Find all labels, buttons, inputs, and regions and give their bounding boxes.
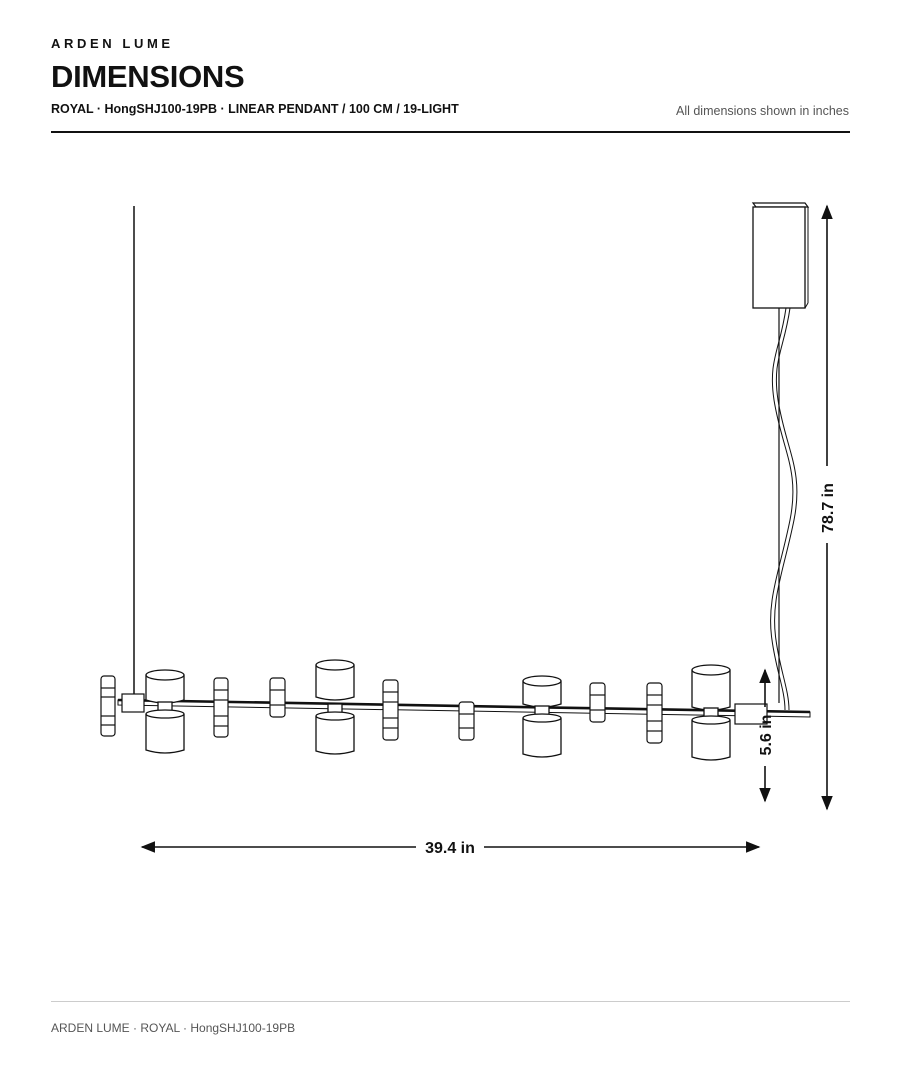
tube-light [383, 680, 398, 740]
ceiling-canopy [753, 203, 808, 308]
page-title: DIMENSIONS [51, 59, 245, 94]
cylinder-light [523, 676, 561, 757]
units-note: All dimensions shown in inches [675, 104, 849, 118]
tube-light [214, 678, 228, 737]
overall-height-dimension-label: 78.7 in [820, 483, 837, 533]
bar-end-cap-left [122, 694, 144, 712]
tube-light [590, 683, 605, 722]
width-dimension-label: 39.4 in [425, 840, 475, 857]
footer-text: ARDEN LUME · ROYAL · HongSHJ100-19PB [51, 1021, 296, 1035]
footer-divider [51, 1001, 850, 1002]
product-subtitle: ROYAL · HongSHJ100-19PB · LINEAR PENDANT / 100 CM / 19-LIGHT [51, 102, 459, 116]
tube-light [647, 683, 662, 743]
cylinder-light [146, 670, 184, 753]
tube-light [270, 678, 285, 717]
tube-light [101, 676, 115, 736]
brand-name: ARDEN LUME [51, 36, 174, 51]
power-cord [771, 308, 797, 710]
fixture-height-dimension-label: 5.6 in [758, 714, 775, 756]
tube-light [459, 702, 474, 740]
